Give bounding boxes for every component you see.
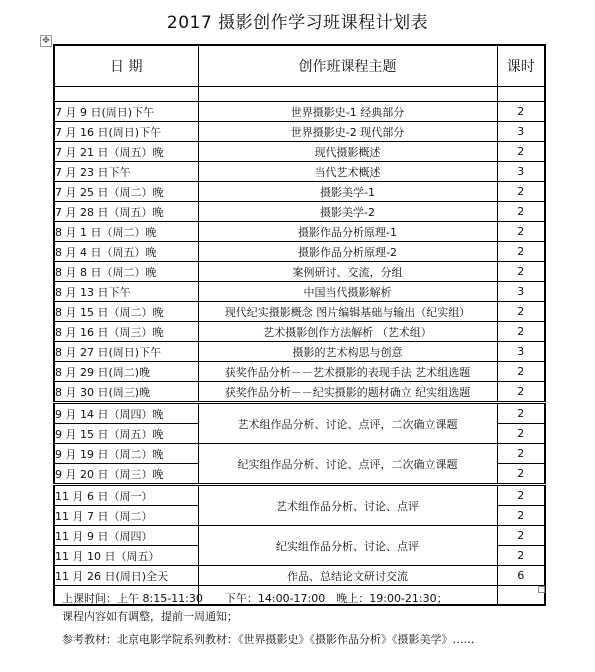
hours-cell: 2: [497, 322, 545, 342]
table-row: [54, 362, 545, 382]
table-row: [54, 262, 545, 282]
table-row: [54, 222, 545, 242]
hours-cell: 2: [497, 485, 545, 506]
page-title: 2017 摄影创作学习班课程计划表: [166, 13, 429, 33]
header-date: 日 期: [54, 45, 198, 87]
schedule-table: [53, 44, 546, 606]
date-cell: 9 月 19 日（周二）晚: [54, 444, 198, 464]
table-row: [54, 382, 545, 403]
table-row: [54, 182, 545, 202]
hours-cell: 2: [497, 424, 545, 444]
date-cell: 9 月 14 日（周四）晚: [54, 403, 198, 424]
topic-cell: 中国当代摄影解析: [198, 282, 497, 302]
hours-cell: 2: [497, 142, 545, 162]
hours-cell: 6: [497, 566, 545, 586]
topic-cell: 世界摄影史-2 现代部分: [198, 122, 497, 142]
date-cell: 8 月 8 日（周二）晚: [54, 262, 198, 282]
merged-topic-cell: 艺术组作品分析、讨论、点评: [198, 485, 497, 526]
hours-cell: 3: [497, 342, 545, 362]
hours-cell: 3: [497, 162, 545, 182]
class-times-note: 上课时间：上午 8:15-11:30 下午：14:00-17:00 晚上：19:00-21:30；: [62, 592, 448, 605]
table-row: [54, 444, 545, 464]
date-cell: 7 月 28 日（周五）晚: [54, 202, 198, 222]
table-row: [54, 403, 545, 424]
hours-cell: 2: [497, 182, 545, 202]
hours-cell: 2: [497, 546, 545, 566]
table-row: [54, 302, 545, 322]
date-cell: 11 月 9 日（周四）: [54, 526, 198, 546]
resize-handle-icon[interactable]: [538, 586, 545, 593]
topic-cell: 当代艺术概述: [198, 162, 497, 182]
merged-topic-cell: 纪实组作品分析、讨论、点评: [198, 526, 497, 566]
topic-cell: 摄影美学-1: [198, 182, 497, 202]
hours-cell: 3: [497, 122, 545, 142]
move-handle-icon[interactable]: ✥: [40, 35, 52, 47]
date-cell: 8 月 16 日（周三）晚: [54, 322, 198, 342]
schedule-change-note: 课程内容如有调整，提前一周通知；: [62, 610, 238, 623]
date-cell: 8 月 4 日（周五）晚: [54, 242, 198, 262]
date-cell: 8 月 27 日(周日)下午: [54, 342, 198, 362]
hours-cell: 2: [497, 202, 545, 222]
hours-cell: 2: [497, 444, 545, 464]
topic-cell: 作品、总结论文研讨交流: [198, 566, 497, 586]
table-row: [54, 566, 545, 586]
date-cell: 8 月 30 日(周三)晚: [54, 382, 198, 403]
header-topic: 创作班课程主题: [198, 45, 497, 87]
table-row: [54, 342, 545, 362]
date-cell: 8 月 13 日下午: [54, 282, 198, 302]
table-header-row: [54, 45, 545, 87]
merged-topic-cell: 纪实组作品分析、讨论、点评，二次确立课题: [198, 444, 497, 485]
table-row: [54, 322, 545, 342]
topic-cell: 现代纪实摄影概念 图片编辑基础与输出（纪实组）: [198, 302, 497, 322]
hours-cell: 2: [497, 403, 545, 424]
table-row: [54, 122, 545, 142]
hours-cell: 2: [497, 526, 545, 546]
topic-cell: 摄影的艺术构思与创意: [198, 342, 497, 362]
hours-cell: 2: [497, 222, 545, 242]
hours-cell: 2: [497, 506, 545, 526]
date-cell: 11 月 10 日（周五）: [54, 546, 198, 566]
hours-cell: 2: [497, 262, 545, 282]
hours-cell: 2: [497, 382, 545, 403]
date-cell: 9 月 15 日（周五）晚: [54, 424, 198, 444]
topic-cell: 获奖作品分析－－艺术摄影的表现手法 艺术组选题: [198, 362, 497, 382]
date-cell: 11 月 7 日（周二）: [54, 506, 198, 526]
date-cell: 8 月 29 日(周二)晚: [54, 362, 198, 382]
date-cell: 7 月 25 日（周二）晚: [54, 182, 198, 202]
table-row: [54, 485, 545, 506]
table-row: [54, 526, 545, 546]
table-row: [54, 162, 545, 182]
date-cell: 7 月 9 日(周日)下午: [54, 102, 198, 122]
topic-cell: 案例研讨、交流，分组: [198, 262, 497, 282]
date-cell: 7 月 23 日下午: [54, 162, 198, 182]
topic-cell: 世界摄影史-1 经典部分: [198, 102, 497, 122]
date-cell: 11 月 6 日（周一）: [54, 485, 198, 506]
hours-cell: 2: [497, 242, 545, 262]
hours-cell: 2: [497, 464, 545, 485]
hours-cell: 3: [497, 282, 545, 302]
table-row: [54, 102, 545, 122]
topic-cell: 摄影作品分析原理-1: [198, 222, 497, 242]
date-cell: 8 月 15 日（周二）晚: [54, 302, 198, 322]
date-cell: 7 月 16 日(周日)下午: [54, 122, 198, 142]
header-hours: 课时: [497, 45, 545, 87]
textbooks-note: 参考教材：北京电影学院系列教材：《世界摄影史》《摄影作品分析》《摄影美学》……: [62, 633, 475, 646]
topic-cell: 摄影美学-2: [198, 202, 497, 222]
date-cell: 8 月 1 日（周二）晚: [54, 222, 198, 242]
date-cell: 7 月 21 日（周五）晚: [54, 142, 198, 162]
table-row: [54, 242, 545, 262]
table-row: [54, 142, 545, 162]
topic-cell: 艺术摄影创作方法解析 （艺术组）: [198, 322, 497, 342]
hours-cell: 2: [497, 302, 545, 322]
table-row: [54, 202, 545, 222]
topic-cell: 现代摄影概述: [198, 142, 497, 162]
date-cell: 11 月 26 日(周日)全天: [54, 566, 198, 586]
topic-cell: 摄影作品分析原理-2: [198, 242, 497, 262]
table-row: [54, 282, 545, 302]
date-cell: 9 月 20 日（周三）晚: [54, 464, 198, 485]
spacer-row: [54, 87, 545, 102]
hours-cell: 2: [497, 362, 545, 382]
merged-topic-cell: 艺术组作品分析、讨论、点评，二次确立课题: [198, 403, 497, 444]
hours-cell: 2: [497, 102, 545, 122]
topic-cell: 获奖作品分析－－纪实摄影的题材确立 纪实组选题: [198, 382, 497, 403]
